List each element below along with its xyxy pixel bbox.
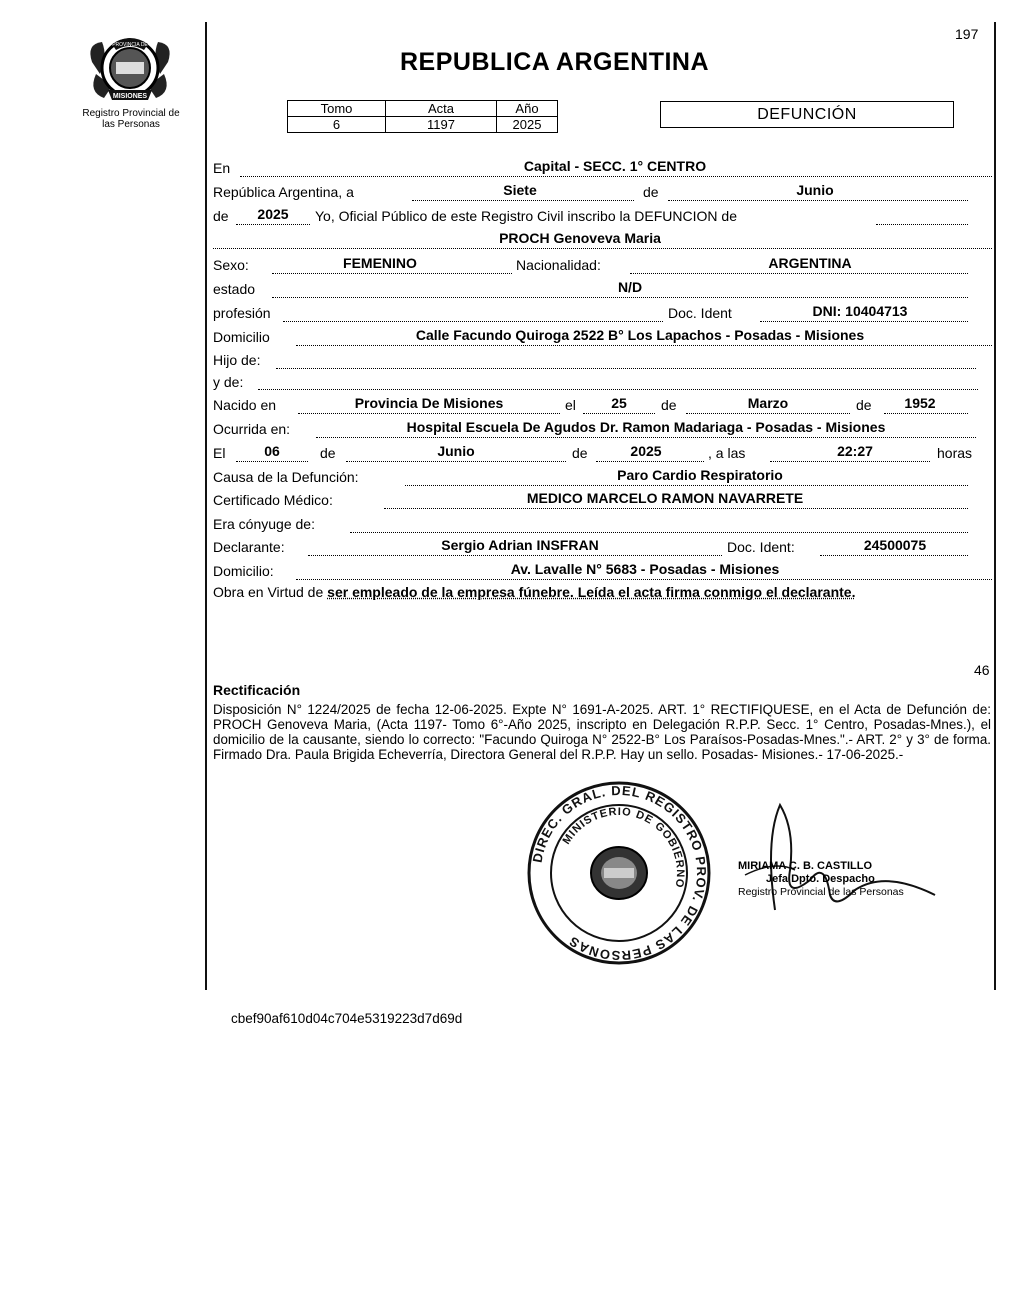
declarante-value: Sergio Adrian INSFRAN: [441, 537, 599, 553]
obra-value: ser empleado de la empresa fúnebre. Leída el acta firma conmigo el declarante.: [327, 584, 856, 600]
name-line: [213, 248, 992, 249]
birth-day-line: [583, 413, 655, 414]
signer-role: Jefa Dpto. Despacho: [766, 873, 875, 885]
volume-header-acta: Acta: [386, 101, 497, 117]
doc-value: DNI: 10404713: [812, 303, 908, 319]
volume-header-tomo: Tomo: [288, 101, 386, 117]
volume-tomo-value: 6: [288, 117, 386, 133]
sexo-value: FEMENINO: [343, 255, 417, 271]
profesion-line: [283, 321, 663, 322]
death-year-value: 2025: [630, 443, 662, 459]
ocurrida-label: Ocurrida en:: [213, 421, 291, 437]
volume-table: [287, 100, 558, 133]
certificado-label: Certificado Médico:: [213, 492, 333, 508]
en-value: Capital - SECC. 1° CENTRO: [523, 158, 707, 174]
rectificacion-title: Rectificación: [213, 682, 301, 698]
obra-prefix: Obra en Virtud de: [213, 584, 324, 600]
document-title: REPUBLICA ARGENTINA: [400, 48, 710, 76]
logo-text-top: PROVINCIA DE: [112, 42, 148, 48]
declarante-doc-value: 24500075: [863, 537, 927, 553]
volume-table-header: [288, 101, 558, 117]
obra-text: [213, 584, 993, 601]
sexo-label: Sexo:: [213, 257, 249, 273]
nacido-line: [298, 413, 560, 414]
certificado-line: [384, 508, 968, 509]
nacionalidad-label: Nacionalidad:: [516, 257, 601, 273]
birth-el-label: el: [565, 397, 576, 413]
birth-de2-label: de: [856, 397, 872, 413]
rectificacion-body: Disposición N° 1224/2025 de fecha 12-06-2025. Expte N° 1691-A-2025. ART. 1° RECTIFIQUESE, en el Acta de Defunción de: PROCH Genoveva Maria, (Acta 1197- Tomo 6°-Año 2025, inscripto en Delegación R.P.P. Secc. 1° Centro, Posadas-Mnes.), el domicilio de la causante, siendo lo correcto: "Facundo Quiroga N° 2522-B° Los Paraísos-Posadas-Mnes.".- ART. 2° y 3° de forma. Firmado Dra. Paula Brigida Echeverría, Directora General del R.P.P. Hay un sello. Posadas- Misiones.- 17-06-2025.-: [213, 702, 991, 762]
page-number: 197: [955, 26, 979, 42]
document-hash: cbef90af610d04c704e5319223d7d69d: [231, 1011, 463, 1026]
year-de-label: de: [213, 208, 229, 224]
death-day-line: [236, 461, 308, 462]
declarante-line: [308, 555, 722, 556]
nacido-label: Nacido en: [213, 397, 277, 413]
declarante-domicilio-line: [296, 579, 992, 580]
hijo-line: [276, 368, 976, 369]
rectificacion-number: 46: [974, 662, 990, 678]
birth-year-line: [884, 413, 968, 414]
birth-month-line: [686, 413, 850, 414]
doc-line: [760, 321, 968, 322]
oficial-line: [876, 224, 968, 225]
declarante-domicilio-value: Av. Lavalle N° 5683 - Posadas - Misiones: [510, 561, 780, 577]
birth-year-value: 1952: [904, 395, 936, 411]
declarante-label: Declarante:: [213, 539, 285, 555]
day-line: [412, 200, 634, 201]
death-year-line: [596, 461, 704, 462]
death-el-label: El: [213, 445, 226, 461]
profesion-label: profesión: [213, 305, 271, 321]
signer-stamp: [738, 860, 904, 899]
death-de2-label: de: [572, 445, 588, 461]
causa-value: Paro Cardio Respiratorio: [617, 467, 783, 483]
nacido-value: Provincia De Misiones: [354, 395, 504, 411]
nacionalidad-line: [630, 273, 968, 274]
death-month-value: Junio: [437, 443, 475, 459]
conyuge-line: [350, 532, 968, 533]
seal-outer-text: DIREC. GRAL. DEL REGISTRO PROV. DE LAS PERSONAS: [529, 782, 710, 964]
birth-month-value: Marzo: [747, 395, 789, 411]
volume-ano-value: 2025: [497, 117, 558, 133]
doc-label: Doc. Ident: [668, 305, 732, 321]
year-line: [236, 224, 310, 225]
hijo-label: Hijo de:: [213, 352, 261, 368]
signer-name: MIRIAMA C. B. CASTILLO: [738, 860, 873, 872]
estado-value: N/D: [617, 279, 643, 295]
registry-name: Registro Provincial de las Personas: [82, 108, 180, 130]
horas-label: horas: [937, 445, 973, 461]
signer-org: Registro Provincial de las Personas: [738, 886, 904, 898]
domicilio-line: [296, 345, 992, 346]
volume-header-ano: Año: [497, 101, 558, 117]
conyuge-label: Era cónyuge de:: [213, 516, 315, 532]
province-emblem-logo: [82, 34, 178, 104]
volume-acta-value: 1197: [386, 117, 497, 133]
death-de1-label: de: [320, 445, 336, 461]
death-month-line: [346, 461, 566, 462]
declarante-domicilio-label: Domicilio:: [213, 563, 274, 579]
logo-text-bottom: MISIONES: [112, 93, 148, 100]
seal-inner-text: MINISTERIO DE GOBIERNO: [560, 805, 687, 890]
yde-line: [258, 389, 978, 390]
ocurrida-value: Hospital Escuela De Agudos Dr. Ramon Madariaga - Posadas - Misiones: [406, 419, 886, 435]
domicilio-value: Calle Facundo Quiroga 2522 B° Los Lapachos - Posadas - Misiones: [415, 327, 865, 343]
estado-label: estado: [213, 281, 256, 297]
causa-line: [405, 485, 968, 486]
nacionalidad-value: ARGENTINA: [768, 255, 852, 271]
declarante-doc-line: [820, 555, 968, 556]
day-value: Siete: [503, 182, 537, 198]
year-value: 2025: [257, 206, 289, 222]
month-line: [668, 200, 968, 201]
month-value: Junio: [796, 182, 834, 198]
ocurrida-line: [316, 437, 976, 438]
death-day-value: 06: [264, 443, 280, 459]
sexo-line: [272, 273, 512, 274]
oficial-text: Yo, Oficial Público de este Registro Civil inscribo la DEFUNCION de: [315, 208, 737, 224]
estado-line: [272, 297, 968, 298]
alas-label: , a las: [708, 445, 746, 461]
en-label: En: [213, 160, 231, 176]
record-type-box: DEFUNCIÓN: [660, 101, 954, 128]
official-seal-stamp: [526, 780, 712, 966]
death-time-value: 22:27: [837, 443, 873, 459]
birth-de1-label: de: [661, 397, 677, 413]
volume-table-values: [288, 117, 558, 133]
birth-day-value: 25: [611, 395, 627, 411]
causa-label: Causa de la Defunción:: [213, 469, 359, 485]
declarante-doc-label: Doc. Ident:: [727, 539, 795, 555]
republica-label: República Argentina, a: [213, 184, 354, 200]
yde-label: y de:: [213, 374, 244, 390]
date-de-label: de: [643, 184, 659, 200]
death-time-line: [770, 461, 930, 462]
en-line: [240, 176, 992, 177]
deceased-name: PROCH Genoveva Maria: [499, 230, 661, 246]
domicilio-label: Domicilio: [213, 329, 270, 345]
right-border-line: [994, 22, 996, 990]
left-border-line: [205, 22, 207, 990]
certificado-value: MEDICO MARCELO RAMON NAVARRETE: [526, 490, 804, 506]
